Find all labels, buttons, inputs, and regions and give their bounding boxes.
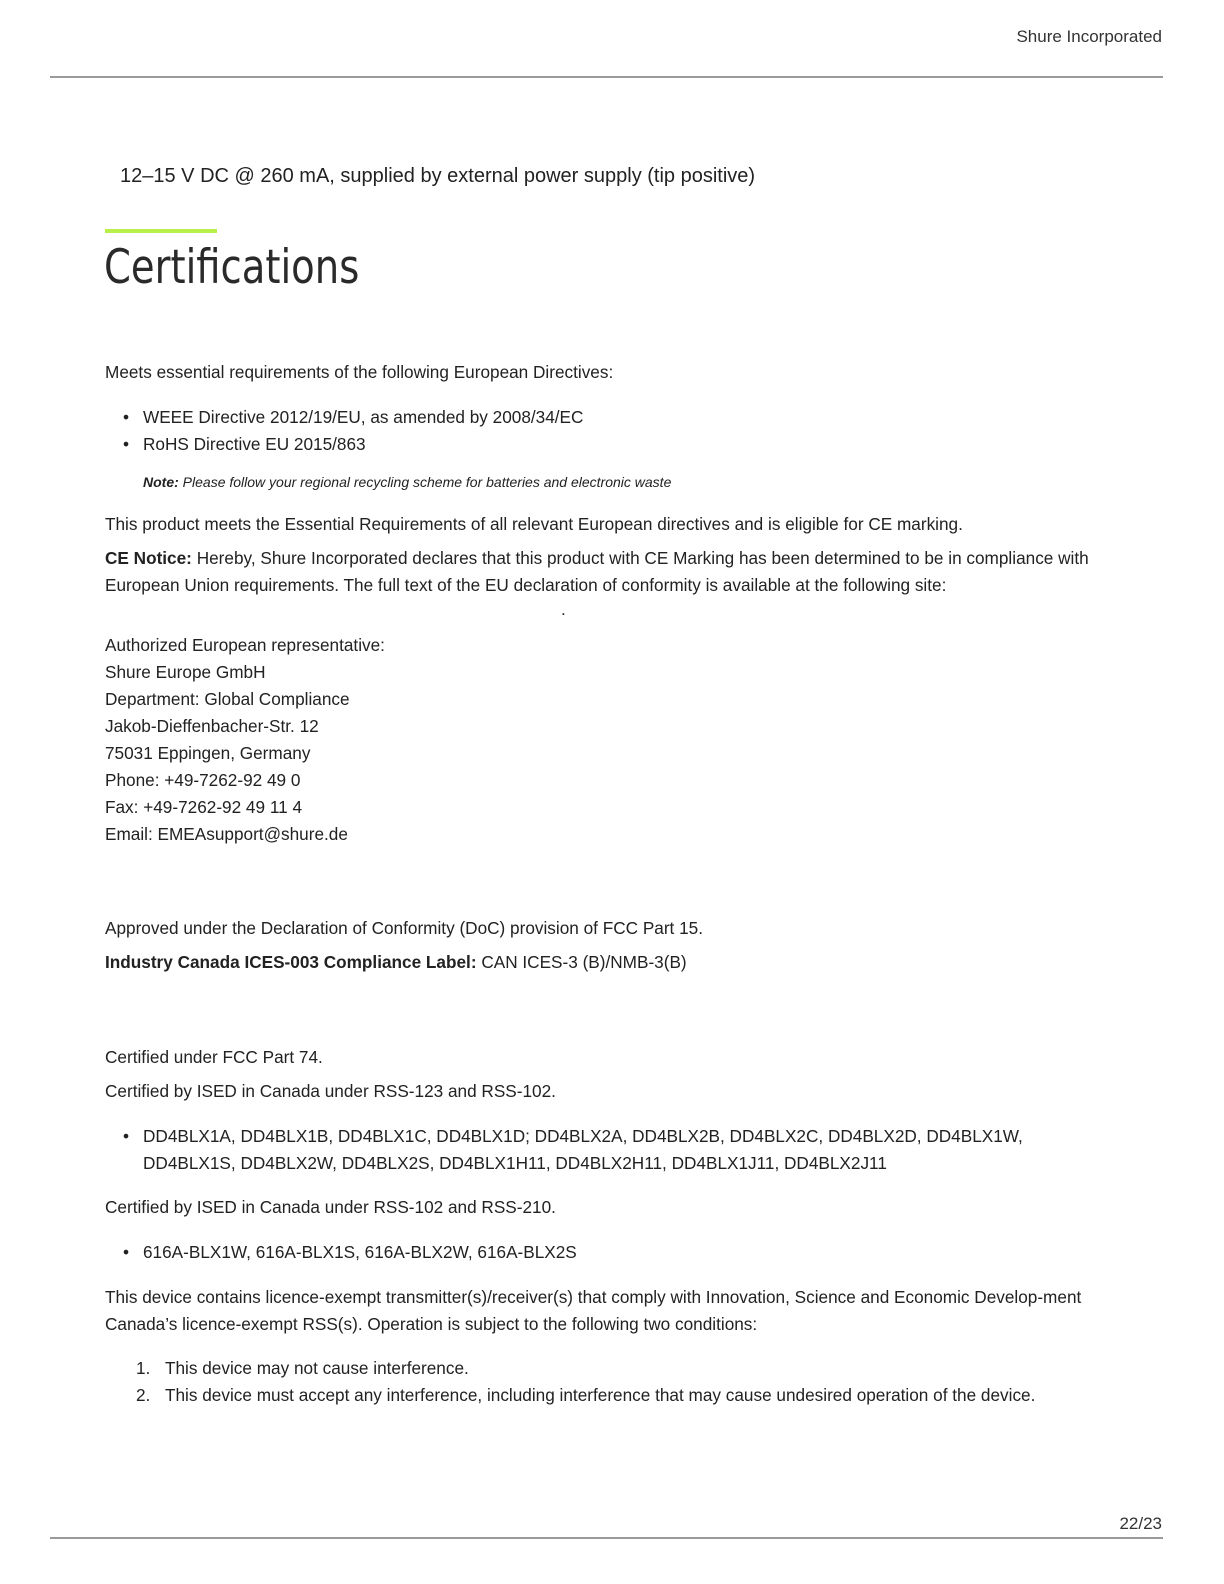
ce-notice-label: CE Notice: bbox=[105, 548, 192, 568]
list-text: This device may not cause interference. bbox=[165, 1358, 469, 1378]
ices-compliance-label bbox=[105, 949, 687, 976]
address-line: Authorized European representative: bbox=[105, 635, 385, 655]
section-title: Certifications bbox=[104, 240, 360, 295]
footer-divider bbox=[50, 1537, 1163, 1539]
address-line: Department: Global Compliance bbox=[105, 689, 350, 709]
address-line: Fax: +49-7262-92 49 11 4 bbox=[105, 797, 303, 817]
eu-directive-list bbox=[143, 404, 1093, 458]
eu-representative-address bbox=[105, 632, 385, 848]
note-label: Note: bbox=[143, 474, 179, 490]
page-number: 22/23 bbox=[1119, 1514, 1162, 1533]
address-line: Email: EMEAsupport@shure.de bbox=[105, 824, 348, 844]
list-item: • RoHS Directive EU 2015/863 bbox=[143, 431, 1093, 458]
power-spec: 12–15 V DC @ 260 mA, supplied by external power supply (tip positive) bbox=[120, 165, 756, 187]
ce-statement: This product meets the Essential Requirements of all relevant European directives and is eligible for CE marking. bbox=[105, 514, 963, 534]
ce-notice-text: Hereby, Shure Incorporated declares that this product with CE Marking has been determined to be in compliance with European Union requirements. The full text of the EU declaration of conformity is available at the following site: bbox=[105, 548, 1089, 595]
address-line: 75031 Eppingen, Germany bbox=[105, 743, 311, 763]
ce-notice bbox=[105, 545, 1105, 598]
address-line: Phone: +49-7262-92 49 0 bbox=[105, 770, 301, 790]
note-text: Please follow your regional recycling scheme for batteries and electronic waste bbox=[182, 474, 672, 490]
list-number: 2. bbox=[136, 1384, 151, 1405]
address-line: Shure Europe GmbH bbox=[105, 662, 266, 682]
list-item: • DD4BLX1A, DD4BLX1B, DD4BLX1C, DD4BLX1D; DD4BLX2A, DD4BLX2B, DD4BLX2C, DD4BLX2D, DD4BLX1W, DD4BLX1S, DD4BLX2W, DD4BLX2S, DD4BLX1H11, DD4BLX2H11, DD4BLX1J11, DD4BLX2J11 bbox=[143, 1123, 1093, 1177]
model-list-rss210 bbox=[143, 1239, 1093, 1266]
list-item: • 616A-BLX1W, 616A-BLX1S, 616A-BLX2W, 616A-BLX2S bbox=[143, 1239, 1093, 1266]
header-divider bbox=[50, 76, 1163, 78]
ices-label: Industry Canada ICES-003 Compliance Label: bbox=[105, 952, 477, 972]
list-text: This device must accept any interference, including interference that may cause undesired operation of the device. bbox=[165, 1384, 1036, 1405]
recycling-note bbox=[143, 474, 671, 490]
list-item bbox=[136, 1355, 1125, 1382]
section-accent-bar bbox=[105, 229, 217, 233]
licence-exempt-statement: This device contains licence-exempt transmitter(s)/receiver(s) that comply with Innovation, Science and Economic Develop-ment Canada’s licence-exempt RSS(s). Operation is subject to the following two conditions: bbox=[105, 1287, 1082, 1334]
header-company-name: Shure Incorporated bbox=[1016, 27, 1162, 46]
fcc-doc-statement: Approved under the Declaration of Conformity (DoC) provision of FCC Part 15. bbox=[105, 918, 704, 938]
address-line: Jakob-Dieffenbacher-Str. 12 bbox=[105, 716, 319, 736]
list-number: 1. bbox=[136, 1358, 151, 1378]
ce-declaration-link[interactable]: . bbox=[561, 600, 566, 619]
ices-value: CAN ICES-3 (B)/NMB-3(B) bbox=[481, 952, 687, 972]
eu-directives-intro: Meets essential requirements of the following European Directives: bbox=[105, 362, 614, 382]
fcc-part74-statement: Certified under FCC Part 74. bbox=[105, 1047, 323, 1067]
list-item bbox=[136, 1382, 1125, 1409]
model-list-rss123 bbox=[143, 1123, 1093, 1177]
ised-rss210-statement: Certified by ISED in Canada under RSS-102 and RSS-210. bbox=[105, 1197, 556, 1217]
ised-rss123-statement: Certified by ISED in Canada under RSS-123 and RSS-102. bbox=[105, 1081, 556, 1101]
operation-conditions-list bbox=[136, 1355, 1125, 1409]
list-item: • WEEE Directive 2012/19/EU, as amended by 2008/34/EC bbox=[143, 404, 1093, 431]
